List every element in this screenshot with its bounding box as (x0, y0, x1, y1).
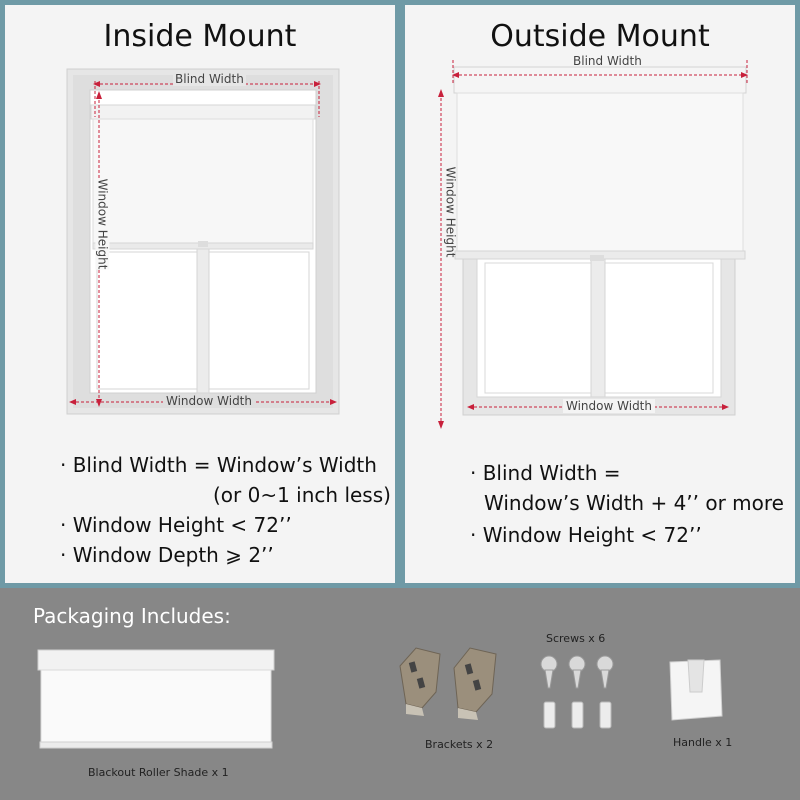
inside-shade (93, 119, 313, 245)
packaging-section (0, 588, 800, 800)
handle-item (670, 660, 722, 720)
outside-bullet-1: · Blind Width = (470, 461, 621, 485)
brackets-item-label: Brackets x 2 (425, 738, 494, 751)
inside-bullet-1: · Blind Width = Window’s Width (60, 453, 377, 477)
inside-bullet-3: · Window Depth ⩾ 2’’ (60, 543, 274, 567)
packaging-title: Packaging Includes: (33, 604, 231, 628)
inside-window-width-label: Window Width (163, 394, 255, 408)
brackets-item (400, 648, 496, 720)
outside-mount-panel (405, 5, 795, 583)
inside-mount-panel (5, 5, 395, 583)
handle-item-label: Handle x 1 (673, 736, 733, 749)
outside-blind-width-label: Blind Width (573, 54, 642, 68)
inside-bullet-1-note: (or 0~1 inch less) (213, 483, 391, 507)
outside-window-width-label: Window Width (563, 399, 655, 413)
screws-item-label: Screws x 6 (546, 632, 606, 645)
outside-shade (457, 93, 743, 251)
inside-window-height-label: Window Height (95, 178, 110, 270)
screws-item (541, 656, 613, 728)
shade-item-label: Blackout Roller Shade x 1 (88, 766, 229, 779)
outside-bullet-1-note: Window’s Width + 4’’ or more (484, 491, 784, 515)
inside-blind-width-label: Blind Width (175, 72, 244, 86)
inside-bullet-2: · Window Height < 72’’ (60, 513, 292, 537)
roller-shade-item (38, 650, 274, 748)
inside-mount-title: Inside Mount (103, 19, 297, 54)
outside-window-height-label: Window Height (443, 166, 458, 258)
outside-bullet-2: · Window Height < 72’’ (470, 523, 702, 547)
outside-mount-title: Outside Mount (490, 19, 710, 54)
